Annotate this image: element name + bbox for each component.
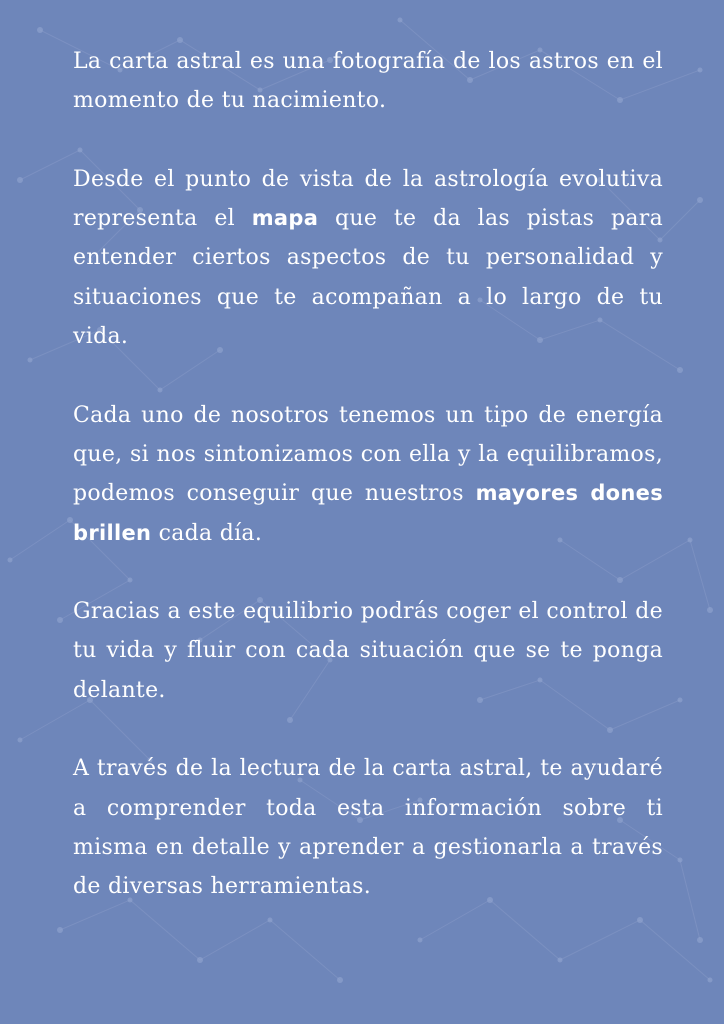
- body-text: [73, 42, 663, 907]
- paragraph-4-text: Gracias a este equilibrio podrás coger el control de tu vida y fluir con cada situación que se te ponga delante.: [73, 599, 663, 703]
- paragraph-2-text-b: que te da las pistas para entender ciertos aspectos de tu personalidad y situaciones que te acompañan a lo largo de tu vida.: [73, 206, 663, 350]
- paragraph-3-text-b: cada día.: [151, 520, 263, 546]
- paragraph-1-text: La carta astral es una fotografía de los astros en el momento de tu nacimiento.: [73, 49, 663, 114]
- paragraph-3-text-a: Cada uno de nosotros tenemos un tipo de energía que, si nos sintonizamos con ella y la equilibramos, podemos conseguir que nuestros: [73, 402, 663, 507]
- paragraph-1: [73, 42, 663, 121]
- paragraph-2: [73, 160, 663, 356]
- paragraph-2-text-a: Desde el punto de vista de la astrología evolutiva representa el: [73, 166, 663, 232]
- paragraph-4: [73, 592, 663, 710]
- paragraph-5: [73, 749, 663, 906]
- paragraph-2-bold: mapa: [251, 206, 319, 231]
- paragraph-5-text: A través de la lectura de la carta astral, te ayudaré a comprender toda esta información sobre ti misma en detalle y aprender a gestionarla a través de diversas herramientas.: [73, 756, 663, 900]
- paragraph-3-bold: mayores dones brillen: [73, 481, 663, 545]
- paragraph-3: [73, 396, 663, 553]
